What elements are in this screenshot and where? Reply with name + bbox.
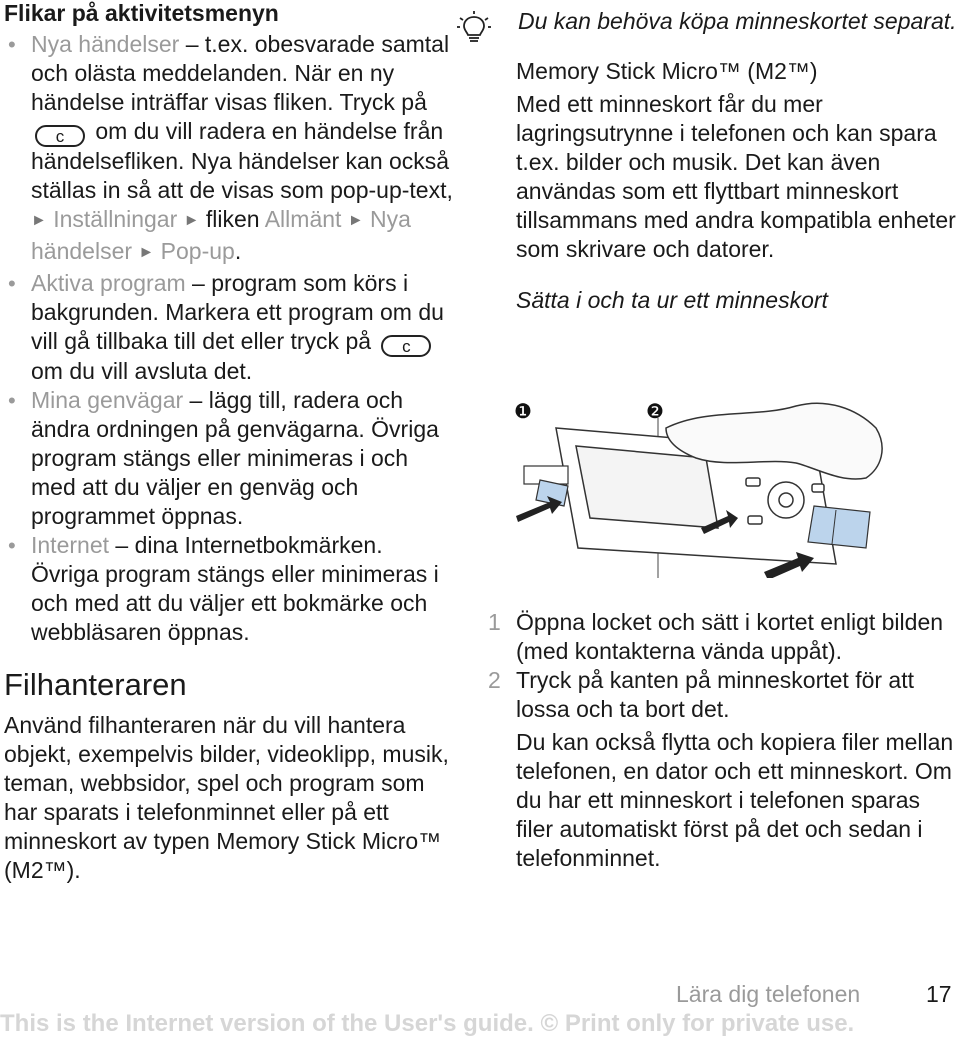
- list-item: • Internet – dina Internetbokmärken. Övriga program stängs eller minimeras i och med att du väljer ett bokmärke och webbläsaren öppnas.: [8, 532, 439, 645]
- tabs-list: [4, 30, 454, 647]
- step-1-marker: ❶: [514, 399, 532, 423]
- memory-card-icon: [524, 466, 568, 506]
- c-key-icon: c: [381, 335, 431, 357]
- list-item: • Aktiva program – program som körs i bakgrunden. Markera ett program om du vill gå tillbaka till det eller tryck på c om du vill avsluta det.: [8, 270, 444, 384]
- c-key-icon: c: [35, 125, 85, 147]
- bullet-icon: •: [8, 388, 16, 413]
- insert-card-subhead: Sätta i och ta ur ett minneskort: [516, 287, 828, 313]
- step-number: 1: [488, 609, 501, 635]
- phone-card-diagram: [496, 388, 946, 578]
- list-item: • Mina genvägar – lägg till, radera och ändra ordningen på genvägarna. Övriga program stängs eller minimeras i och med att du väljer en genväg och programmet öppnas.: [8, 387, 439, 529]
- tip-box: [486, 8, 958, 35]
- bullet-icon: •: [8, 271, 16, 296]
- watermark: This is the Internet version of the User's guide. © Print only for private use.: [0, 1010, 855, 1037]
- bullet-icon: •: [8, 32, 16, 57]
- list-item: [486, 608, 958, 666]
- term-my-shortcuts: Mina genvägar: [31, 387, 184, 413]
- term-new-events: Nya händelser: [31, 31, 180, 57]
- section-text: Använd filhanteraren när du vill hantera objekt, exempelvis bilder, videoklipp, musik, teman, webbsidor, spel och program som har sparats i telefonminnet eller på ett minneskort av typen Memory Stick Micro™ (M2™).: [4, 712, 449, 883]
- arrow-icon: ►: [31, 212, 47, 229]
- tip-text: Du kan behöva köpa minneskortet separat.: [518, 8, 957, 34]
- lightbulb-icon: [456, 10, 492, 46]
- tabs-heading: Flikar på aktivitetsmenyn: [4, 0, 279, 26]
- step-text: Öppna locket och sätt i kortet enligt bilden (med kontakterna vända uppåt).: [516, 609, 944, 664]
- arrow-icon: ►: [138, 244, 155, 261]
- step-2-marker: ❷: [646, 399, 664, 423]
- section-title: Filhanteraren: [4, 667, 187, 702]
- right-column: [486, 0, 958, 871]
- page-number: 17: [926, 981, 952, 1007]
- step-note: Du kan också flytta och kopiera filer mellan telefonen, en dator och ett minneskort. Om du har ett minneskort i telefonen sparas filer automatiskt först på det och sedan i telefonminnet.: [516, 729, 954, 871]
- left-column: [4, 0, 454, 885]
- memory-card-icon: [808, 506, 870, 548]
- step-number: 2: [488, 667, 501, 693]
- footer-section-name: Lära dig telefonen: [676, 981, 861, 1007]
- steps-list: [486, 608, 958, 873]
- bullet-icon: •: [8, 533, 16, 558]
- term-internet: Internet: [31, 532, 109, 558]
- insert-card-illustration: [496, 388, 946, 578]
- arrow-icon: ►: [183, 212, 200, 229]
- memory-stick-title: Memory Stick Micro™ (M2™): [516, 58, 818, 84]
- list-item: [486, 666, 958, 873]
- term-active-apps: Aktiva program: [31, 270, 186, 296]
- list-item: • Nya händelser – t.ex. obesvarade samtal och olästa meddelanden. När en ny händelse inträffar visas fliken. Tryck på c om du vill radera en händelse från händelsefliken. Nya händelser kan också ställas in så att de visas som pop-up-text, ► Inställningar ► fliken Allmänt ► Nya händelser ► Pop-up.: [8, 31, 453, 264]
- memory-stick-text: Med ett minneskort får du mer lagringsutrynne i telefonen och kan spara t.ex. bilder och musik. Det kan även användas som ett flyttbart minneskort tillsammans med andra kompatibla enheter som skrivare och datorer.: [516, 91, 956, 262]
- step-text: Tryck på kanten på minneskortet för att lossa och ta bort det.: [516, 667, 914, 722]
- arrow-icon: ►: [347, 212, 364, 229]
